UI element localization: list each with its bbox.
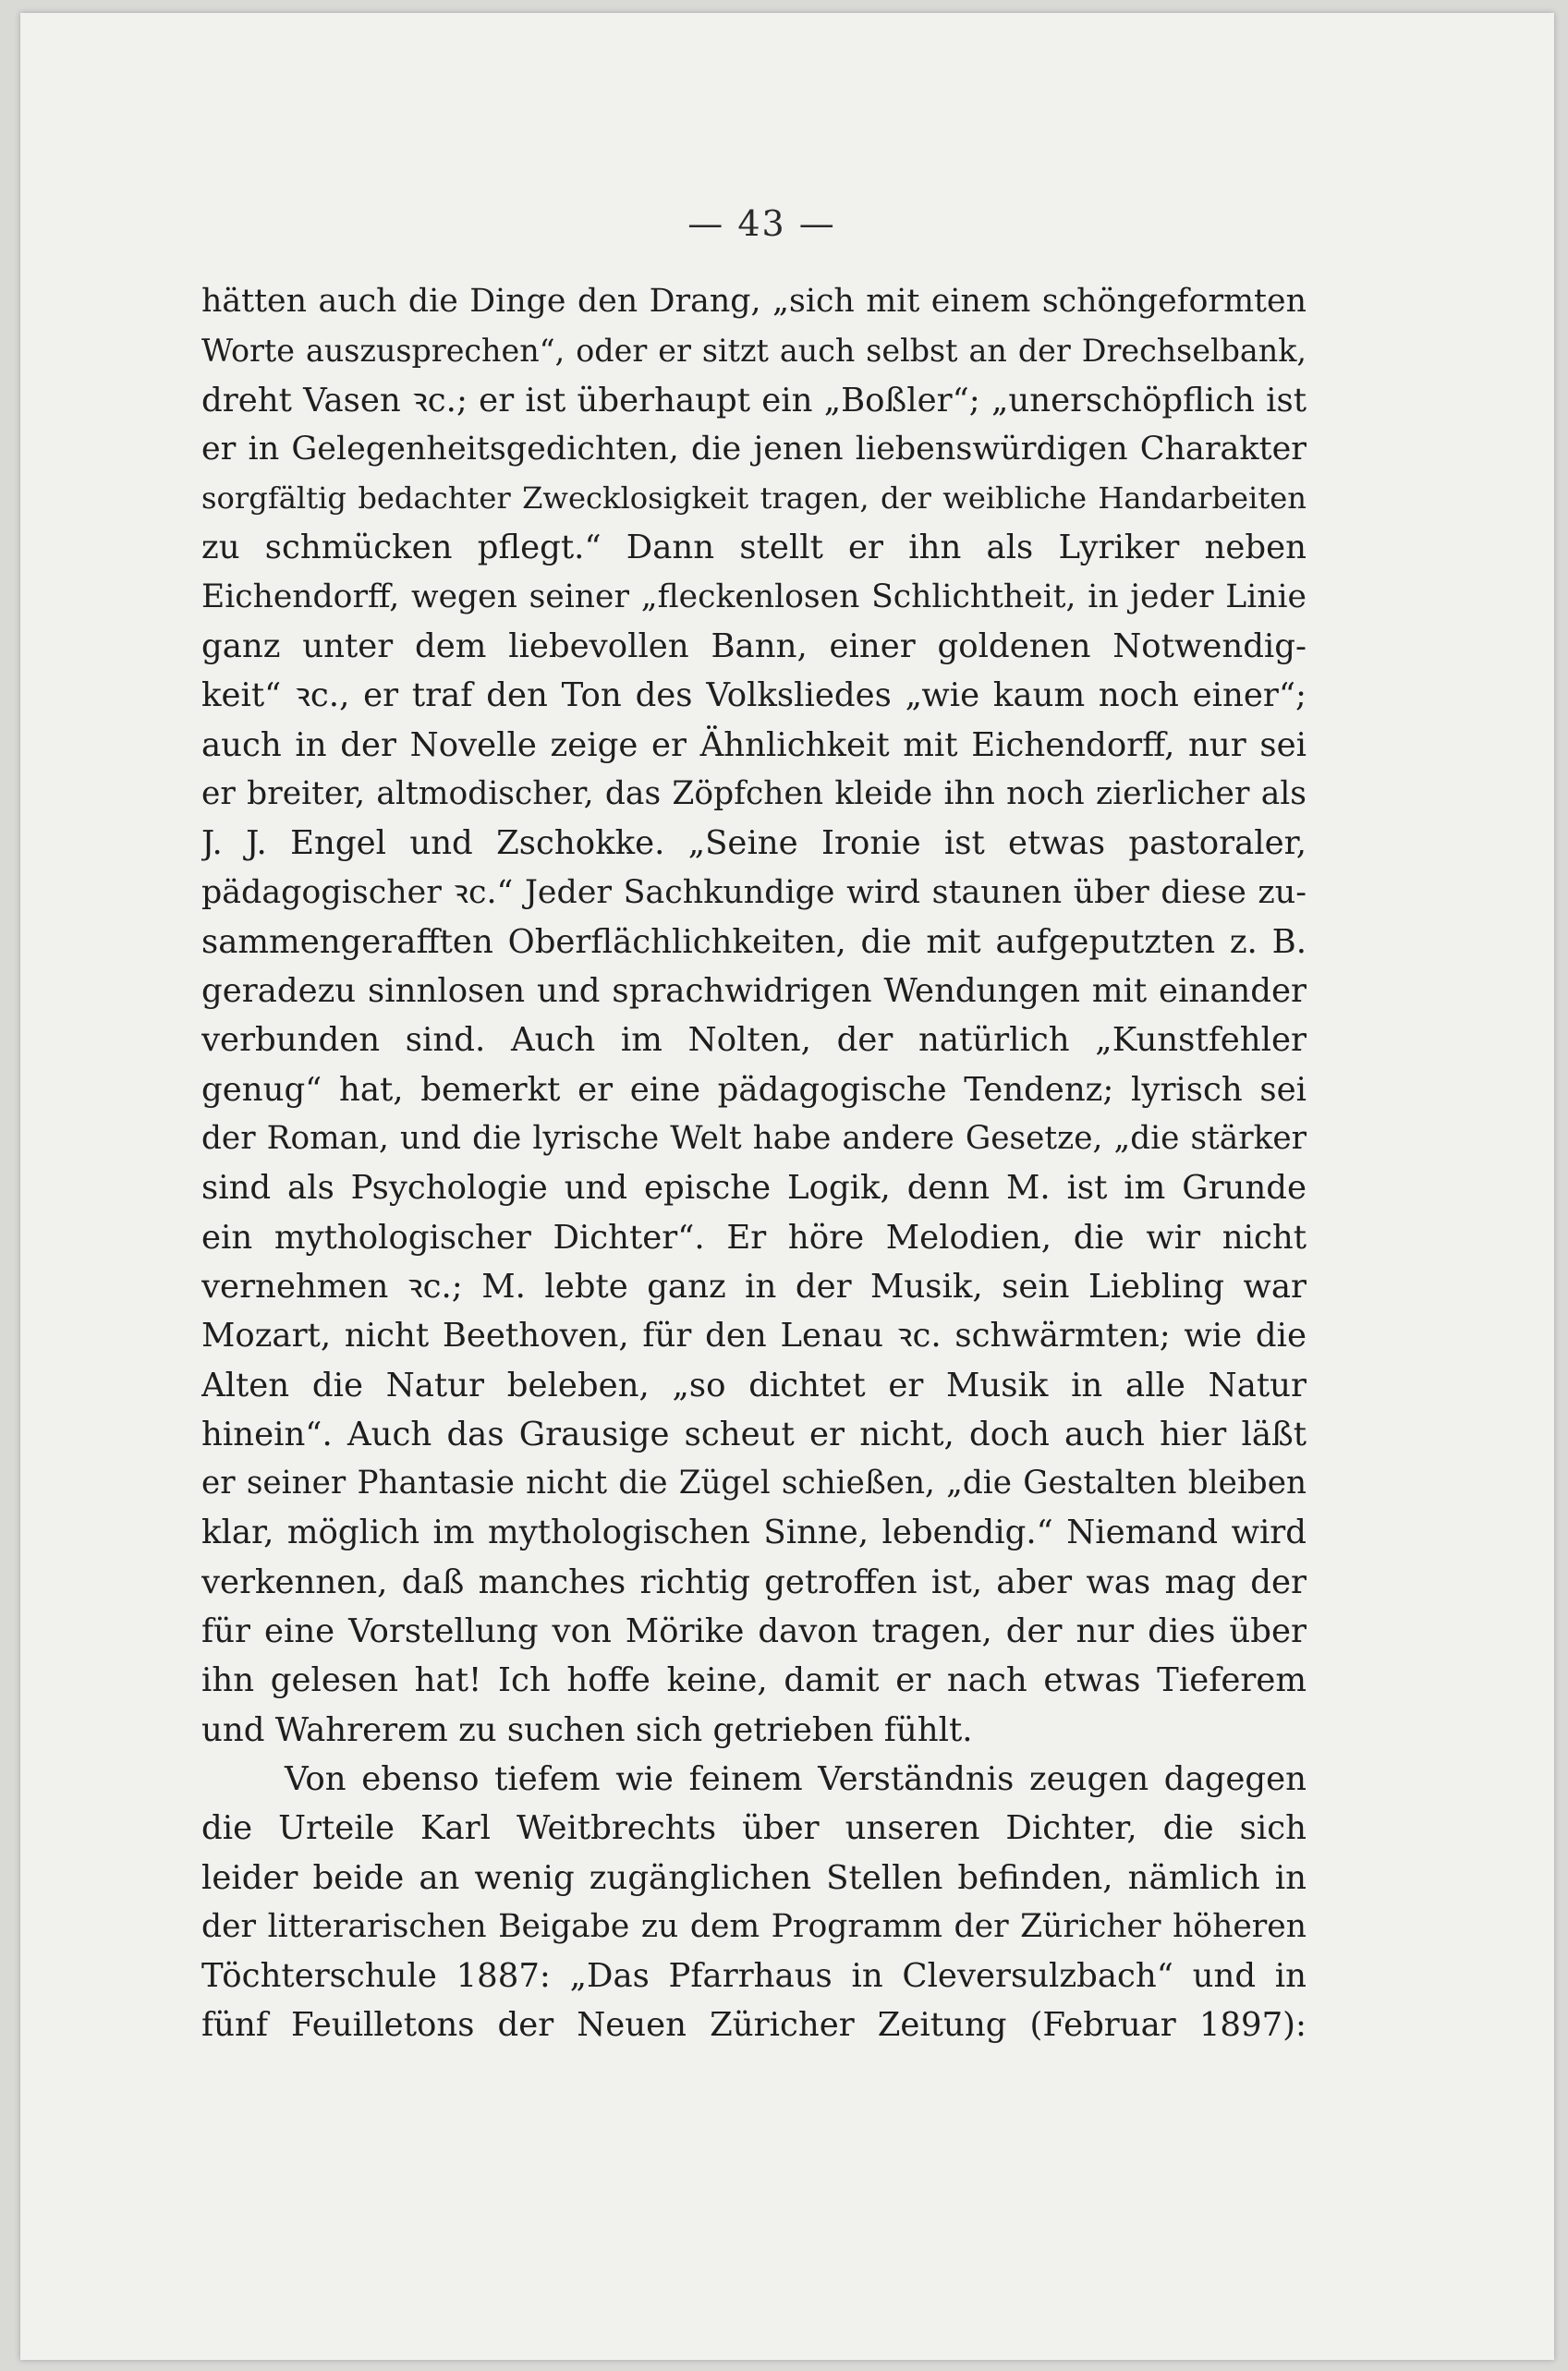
text-line: Worte auszusprechen“, oder er sitzt auch selbst an der Drechselbank, (201, 333, 1307, 370)
text-line: Alten die Natur beleben, „so dichtet er Musik in alle Natur (201, 1366, 1307, 1404)
text-line: ganz unter dem liebevollen Bann, einer goldenen Notwendig- (201, 627, 1307, 666)
text-line: verbunden sind. Auch im Nolten, der natürlich „Kunstfehler (201, 1021, 1307, 1060)
text-line: leider beide an wenig zugänglichen Stellen befinden, nämlich in (201, 1858, 1307, 1897)
text-line: vernehmen ꝛc.; M. lebte ganz in der Musik, sein Liebling war (201, 1267, 1307, 1306)
text-line: sammengerafften Oberflächlichkeiten, die mit aufgeputzten z. B. (201, 922, 1307, 961)
text-line: J. J. Engel und Zschokke. „Seine Ironie ist etwas pastoraler, (201, 824, 1307, 863)
page-number: — 43 — (687, 203, 836, 244)
text-line: keit“ ꝛc., er traf den Ton des Volksliedes „wie kaum noch einer“; (201, 676, 1307, 715)
body-text (201, 277, 1307, 2050)
text-line: er in Gelegenheitsgedichten, die jenen liebenswürdigen Charakter (201, 430, 1307, 468)
text-line: pädagogischer ꝛc.“ Jeder Sachkundige wird staunen über diese zu- (201, 873, 1307, 911)
text-line: für eine Vorstellung von Mörike davon tragen, der nur dies über (201, 1612, 1307, 1651)
text-line: ihn gelesen hat! Ich hoffe keine, damit er nach etwas Tieferem (201, 1661, 1307, 1700)
text-line: verkennen, daß manches richtig getroffen ist, aber was mag der (201, 1562, 1307, 1601)
text-line: hinein“. Auch das Grausige scheut er nicht, doch auch hier läßt (201, 1415, 1307, 1453)
text-line: genug“ hat, bemerkt er eine pädagogische Tendenz; lyrisch sei (201, 1070, 1307, 1109)
text-line: die Urteile Karl Weitbrechts über unseren Dichter, die sich (201, 1809, 1307, 1848)
text-line: fünf Feuilletons der Neuen Züricher Zeitung (Februar 1897): (201, 2006, 1307, 2045)
text-line: geradezu sinnlosen und sprachwidrigen Wendungen mit einander (201, 972, 1307, 1011)
text-line: er seiner Phantasie nicht die Zügel schießen, „die Gestalten bleiben (201, 1465, 1307, 1502)
text-line: dreht Vasen ꝛc.; er ist überhaupt ein „Boßler“; „unerschöpflich ist (201, 381, 1307, 419)
text-line: auch in der Novelle zeige er Ähnlichkeit mit Eichendorff, nur sei (201, 725, 1307, 764)
text-line: Töchterschule 1887: „Das Pfarrhaus in Cleversulzbach“ und in (201, 1957, 1307, 1996)
paragraph-end-line: und Wahrerem zu suchen sich getrieben fühlt. (201, 1710, 973, 1749)
paragraph-start-line: Von ebenso tiefem wie feinem Verständnis zeugen dagegen (285, 1759, 1307, 1798)
book-page (20, 13, 1554, 2360)
text-line: Mozart, nicht Beethoven, für den Lenau ꝛc. schwärmten; wie die (201, 1317, 1307, 1356)
text-line: der Roman, und die lyrische Welt habe andere Gesetze, „die stärker (201, 1120, 1307, 1158)
text-line: sind als Psychologie und epische Logik, denn M. ist im Grunde (201, 1169, 1307, 1208)
text-line: Eichendorff, wegen seiner „fleckenlosen Schlichtheit, in jeder Linie (201, 578, 1307, 615)
text-line: sorgfältig bedachter Zwecklosigkeit tragen, der weibliche Handarbeiten (201, 480, 1307, 517)
text-line: der litterarischen Beigabe zu dem Programm der Züricher höheren (201, 1907, 1307, 1945)
text-line: zu schmücken pflegt.“ Dann stellt er ihn als Lyriker neben (201, 529, 1307, 567)
text-line: er breiter, altmodischer, das Zöpfchen kleide ihn noch zierlicher als (201, 774, 1307, 812)
text-line: ein mythologischer Dichter“. Er höre Melodien, die wir nicht (201, 1218, 1307, 1257)
text-line: klar, möglich im mythologischen Sinne, lebendig.“ Niemand wird (201, 1514, 1307, 1552)
text-line: hätten auch die Dinge den Drang, „sich mit einem schöngeformten (201, 283, 1307, 320)
